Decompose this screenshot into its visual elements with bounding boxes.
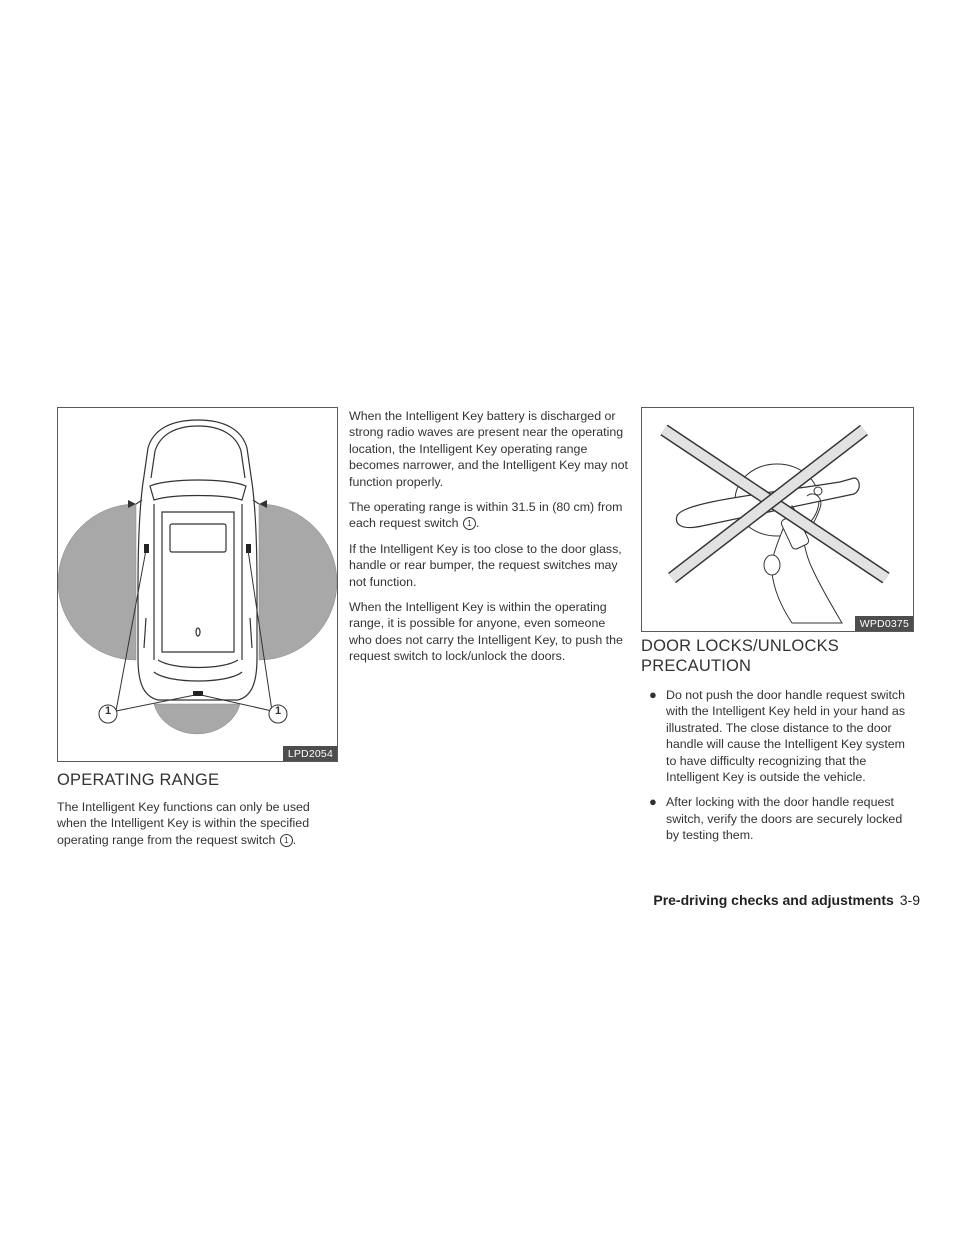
- list-item: [641, 794, 914, 843]
- figure-id-label: WPD0375: [855, 616, 913, 631]
- figure-id-label: LPD2054: [283, 746, 337, 761]
- callout-label-left: 1: [104, 705, 112, 717]
- column-2: [349, 408, 630, 674]
- door-handle-warning-figure: [641, 407, 914, 632]
- footer-section-title: Pre-driving checks and adjustments: [653, 892, 894, 908]
- car-top-view-illustration: [58, 408, 337, 761]
- car-body: [136, 420, 259, 700]
- page-number: 3-9: [899, 892, 920, 908]
- list-item: [641, 687, 914, 785]
- operating-range-figure: [57, 407, 338, 762]
- callout-1-inline: 1: [463, 517, 476, 530]
- key-ring: [764, 555, 780, 575]
- request-switch-left: [144, 544, 149, 553]
- page-footer: [653, 892, 920, 908]
- bullet-icon: ●: [649, 687, 657, 702]
- para-operating-range: [57, 799, 338, 848]
- para-end: .: [292, 832, 297, 847]
- para-anyone-push: When the Intelligent Key is within the operating range, it is possible for anyone, even someone who does not carry the Intelligent Key, to push the request switch to lock/unlock the doors.: [349, 600, 623, 664]
- column-3: [641, 636, 914, 853]
- callout-label-right: 1: [274, 705, 282, 717]
- range-area-rear: [154, 704, 240, 734]
- column-1: [57, 770, 338, 848]
- para-text: The operating range is within 31.5 in (80 cm) from each request switch: [349, 500, 623, 531]
- range-area-right: [259, 504, 337, 660]
- range-area-left: [58, 504, 136, 660]
- para-text: The Intelligent Key functions can only be used when the Intelligent Key is within the specified operating range from the request switch: [57, 800, 310, 847]
- door-handle-illustration: [642, 408, 913, 631]
- heading-operating-range: OPERATING RANGE: [57, 771, 220, 789]
- para-range-distance: [349, 499, 630, 532]
- para-battery-discharge: When the Intelligent Key battery is discharged or strong radio waves are present near the operating location, the Intelligent Key operating range becomes narrower, and the Intelligent Key may not function properly.: [349, 409, 628, 489]
- heading-door-locks-line2: PRECAUTION: [641, 657, 752, 675]
- bullet-icon: ●: [649, 794, 657, 810]
- bullet-text: After locking with the door handle request switch, verify the doors are securely locked by testing them.: [666, 795, 903, 843]
- bullet-text: Do not push the door handle request switch with the Intelligent Key held in your hand as illustrated. The close distance to the door handle will cause the Intelligent Key system to have difficulty recognizing that the Intelligent Key is outside the vehicle.: [666, 688, 906, 785]
- callout-1-inline: 1: [280, 834, 293, 847]
- heading-door-locks-line1: DOOR LOCKS/UNLOCKS: [641, 637, 839, 655]
- para-too-close: If the Intelligent Key is too close to the door glass, handle or rear bumper, the request switches may not function.: [349, 541, 622, 589]
- precaution-list: [641, 687, 914, 844]
- para-end: .: [475, 516, 480, 531]
